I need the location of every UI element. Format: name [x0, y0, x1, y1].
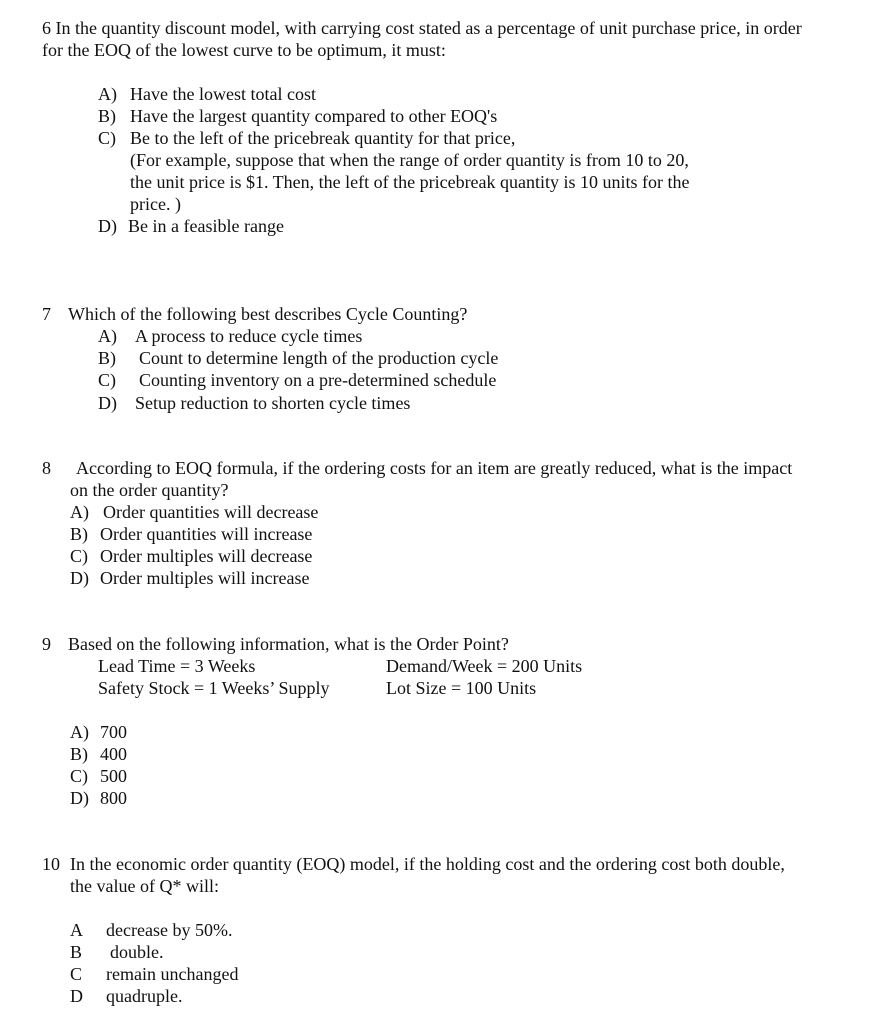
q8-option-a-letter: A)	[70, 502, 89, 522]
q10-option-b-text: double.	[110, 942, 164, 962]
q6-example-line-3: price. )	[130, 194, 181, 214]
q9-option-a-letter: A)	[70, 722, 89, 742]
q9-option-c-letter: C)	[70, 766, 88, 786]
q6-option-b-text: Have the largest quantity compared to other EOQ's	[130, 106, 498, 126]
q8-option-d-text: Order multiples will increase	[100, 568, 310, 588]
q9-option-d-letter: D)	[70, 788, 89, 808]
q7-option-c-letter: C)	[98, 370, 116, 390]
q7-option-a-text: A process to reduce cycle times	[135, 326, 363, 346]
q6-option-c-text: Be to the left of the pricebreak quantity for that price,	[130, 128, 516, 148]
q10-option-d-letter: D	[70, 986, 83, 1006]
question-6-line-1: 6 In the quantity discount model, with carrying cost stated as a percentage of unit purchase price, in order	[42, 18, 802, 38]
q7-option-d-letter: D)	[98, 393, 117, 413]
q7-option-b-letter: B)	[98, 348, 116, 368]
q10-option-b-letter: B	[70, 942, 83, 962]
q9-option-a-text: 700	[100, 722, 127, 742]
q6-example-line-1: (For example, suppose that when the range of order quantity is from 10 to 20,	[130, 150, 689, 170]
q6-example-line-2: the unit price is $1. Then, the left of the pricebreak quantity is 10 units for the	[130, 172, 690, 192]
question-7-text: Which of the following best describes Cycle Counting?	[68, 304, 468, 324]
safety-stock: Safety Stock = 1 Weeks’ Supply	[98, 678, 330, 698]
q6-option-a-letter: A)	[98, 84, 117, 104]
q7-option-d-text: Setup reduction to shorten cycle times	[135, 393, 411, 413]
q9-option-d-text: 800	[100, 788, 127, 808]
q6-option-d-letter: D)	[98, 216, 117, 236]
question-10-line-1: In the economic order quantity (EOQ) model, if the holding cost and the ordering cost both double,	[70, 854, 785, 874]
question-10-number: 10	[42, 854, 60, 874]
question-10-line-2: the value of Q* will:	[70, 876, 219, 896]
question-7-number: 7	[42, 304, 51, 324]
lead-time: Lead Time = 3 Weeks	[98, 656, 256, 676]
q10-option-c-letter: C	[70, 964, 83, 984]
q10-option-c-text: remain unchanged	[106, 964, 239, 984]
q8-option-d-letter: D)	[70, 568, 89, 588]
q10-option-a-text: decrease by 50%.	[106, 920, 233, 940]
demand-per-week: Demand/Week = 200 Units	[386, 656, 583, 676]
q7-option-c-text: Counting inventory on a pre-determined schedule	[139, 370, 497, 390]
q8-option-c-text: Order multiples will decrease	[100, 546, 313, 566]
question-8-number: 8	[42, 458, 51, 478]
q8-option-b-text: Order quantities will increase	[100, 524, 313, 544]
q8-option-b-letter: B)	[70, 524, 88, 544]
q10-option-d-text: quadruple.	[106, 986, 183, 1006]
q7-option-b-text: Count to determine length of the production cycle	[139, 348, 499, 368]
question-9-text: Based on the following information, what is the Order Point?	[68, 634, 509, 654]
q6-option-c-letter: C)	[98, 128, 116, 148]
q6-option-a-text: Have the lowest total cost	[130, 84, 316, 104]
lot-size: Lot Size = 100 Units	[386, 678, 537, 698]
question-8-line-1: According to EOQ formula, if the ordering costs for an item are greatly reduced, what is the impact	[76, 458, 793, 478]
q9-option-b-letter: B)	[70, 744, 88, 764]
question-6-line-2: for the EOQ of the lowest curve to be optimum, it must:	[42, 40, 446, 60]
question-9-number: 9	[42, 634, 51, 654]
q10-option-a-letter: A	[70, 920, 83, 940]
q7-option-a-letter: A)	[98, 326, 117, 346]
q8-option-c-letter: C)	[70, 546, 88, 566]
q9-option-b-text: 400	[100, 744, 127, 764]
q6-option-d-text: Be in a feasible range	[128, 216, 284, 236]
q9-option-c-text: 500	[100, 766, 127, 786]
question-8-line-2: on the order quantity?	[70, 480, 229, 500]
q8-option-a-text: Order quantities will decrease	[103, 502, 319, 522]
q6-option-b-letter: B)	[98, 106, 116, 126]
